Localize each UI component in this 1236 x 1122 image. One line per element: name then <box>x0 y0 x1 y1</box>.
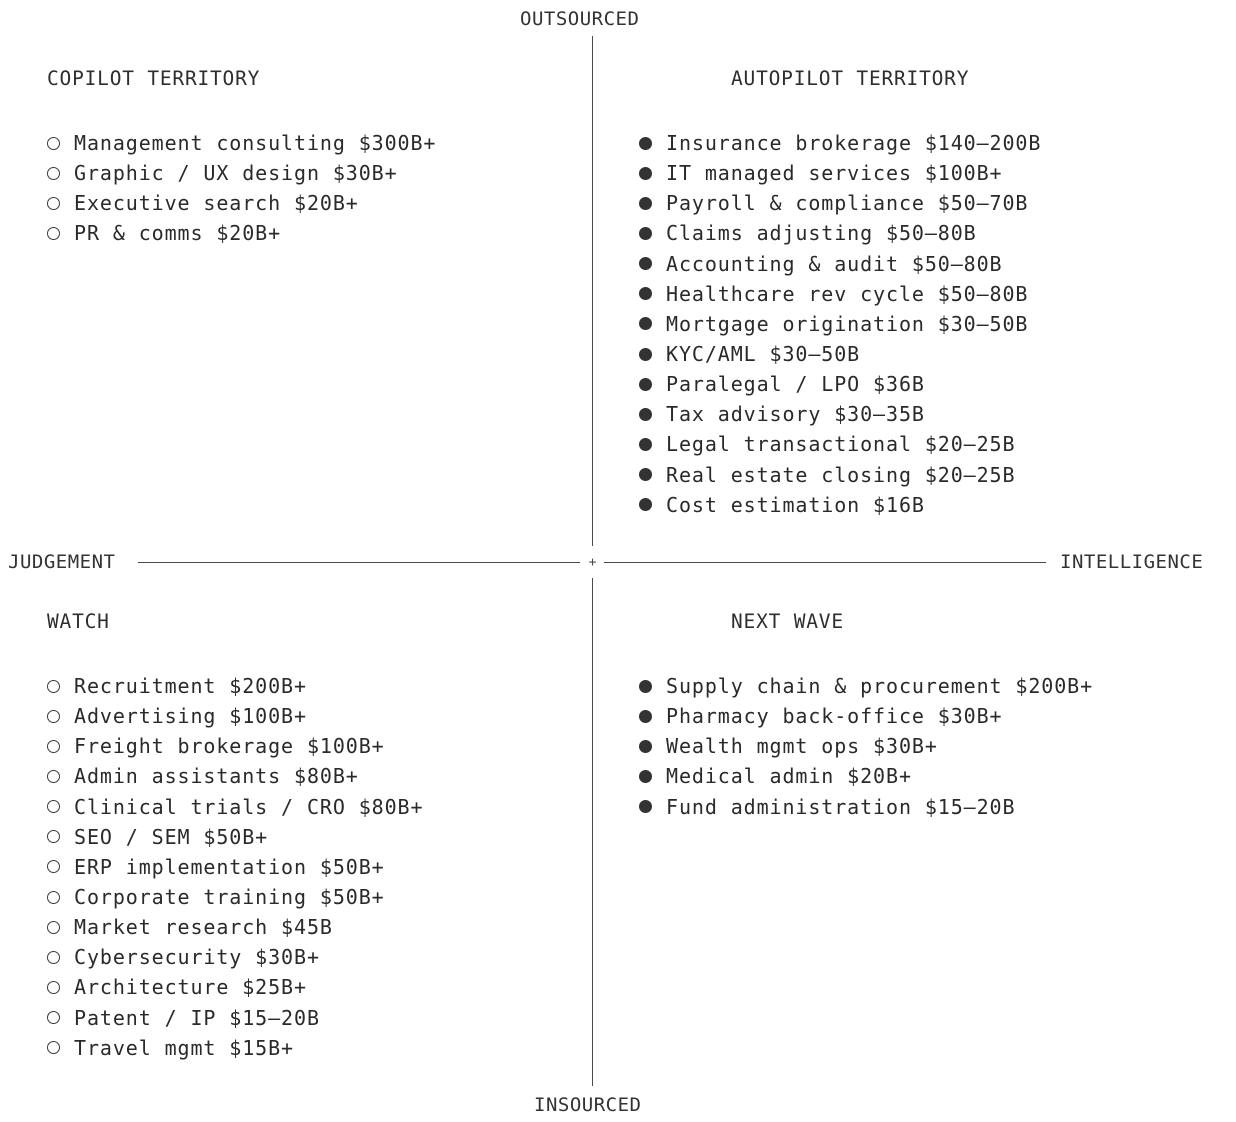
list-item <box>639 279 1041 309</box>
list-item <box>47 158 436 188</box>
filled-circle-icon <box>639 710 652 723</box>
list-item <box>47 731 423 761</box>
vertical-axis-top-line <box>592 36 593 546</box>
open-circle-icon <box>47 981 60 994</box>
list-item <box>639 339 1041 369</box>
open-circle-icon <box>47 680 60 693</box>
list-item-label: Advertising $100B+ <box>74 704 307 729</box>
list-item <box>639 490 1041 520</box>
list-item-label: IT managed services $100B+ <box>666 161 1003 186</box>
list-item <box>639 188 1041 218</box>
list-item <box>639 429 1041 459</box>
list-item <box>47 912 423 942</box>
list-item <box>47 128 436 158</box>
open-circle-icon <box>47 1011 60 1024</box>
list-item <box>639 399 1041 429</box>
axis-label-left: JUDGEMENT <box>8 551 116 573</box>
list-item <box>47 188 436 218</box>
list-item <box>47 1003 423 1033</box>
filled-circle-icon <box>639 317 652 330</box>
list-item-label: Fund administration $15–20B <box>666 794 1016 819</box>
filled-circle-icon <box>639 800 652 813</box>
list-item <box>639 218 1041 248</box>
open-circle-icon <box>47 830 60 843</box>
open-circle-icon <box>47 951 60 964</box>
quadrant-copilot-territory <box>47 68 436 249</box>
list-item-label: Legal transactional $20–25B <box>666 432 1016 457</box>
list-item <box>47 218 436 248</box>
list-item <box>639 309 1041 339</box>
list-item-label: Executive search $20B+ <box>74 191 359 216</box>
filled-circle-icon <box>639 468 652 481</box>
filled-circle-icon <box>639 137 652 150</box>
list-item-label: Recruitment $200B+ <box>74 674 307 699</box>
list-item-label: PR & comms $20B+ <box>74 221 282 246</box>
list-item-label: Paralegal / LPO $36B <box>666 372 925 397</box>
open-circle-icon <box>47 137 60 150</box>
list-item <box>639 701 1093 731</box>
filled-circle-icon <box>639 167 652 180</box>
open-circle-icon <box>47 227 60 240</box>
filled-circle-icon <box>639 348 652 361</box>
horizontal-axis-left-line <box>138 562 580 563</box>
filled-circle-icon <box>639 770 652 783</box>
quadrant-title: WATCH <box>47 610 110 633</box>
list-item <box>639 792 1093 822</box>
open-circle-icon <box>47 1041 60 1054</box>
list-item-label: Management consulting $300B+ <box>74 131 437 156</box>
list-item-label: Cybersecurity $30B+ <box>74 945 320 970</box>
quadrant-next-wave <box>639 611 1093 822</box>
open-circle-icon <box>47 197 60 210</box>
list-item-label: KYC/AML $30–50B <box>666 342 861 367</box>
open-circle-icon <box>47 800 60 813</box>
list-item <box>639 671 1093 701</box>
list-item-label: Claims adjusting $50–80B <box>666 221 977 246</box>
quadrant-title: NEXT WAVE <box>731 610 844 633</box>
open-circle-icon <box>47 167 60 180</box>
list-item-label: Tax advisory $30–35B <box>666 402 925 427</box>
open-circle-icon <box>47 710 60 723</box>
filled-circle-icon <box>639 197 652 210</box>
list-item-label: Architecture $25B+ <box>74 975 307 1000</box>
vertical-axis-bottom-line <box>592 578 593 1086</box>
list-item-label: Corporate training $50B+ <box>74 885 385 910</box>
quadrant-autopilot-territory <box>639 68 1041 520</box>
quadrant-watch <box>47 611 423 1063</box>
axis-center-mark: + <box>588 555 597 570</box>
open-circle-icon <box>47 740 60 753</box>
open-circle-icon <box>47 860 60 873</box>
item-list <box>639 671 1093 822</box>
list-item-label: Insurance brokerage $140–200B <box>666 131 1042 156</box>
axis-label-right: INTELLIGENCE <box>1060 551 1204 573</box>
list-item-label: Admin assistants $80B+ <box>74 764 359 789</box>
list-item-label: Mortgage origination $30–50B <box>666 311 1029 336</box>
quadrant-title: COPILOT TERRITORY <box>47 67 261 90</box>
axis-label-bottom: INSOURCED <box>534 1094 642 1116</box>
list-item <box>47 852 423 882</box>
list-item-label: Travel mgmt $15B+ <box>74 1035 294 1060</box>
list-item-label: Pharmacy back-office $30B+ <box>666 704 1003 729</box>
list-item-label: Real estate closing $20–25B <box>666 462 1016 487</box>
list-item-label: Clinical trials / CRO $80B+ <box>74 794 424 819</box>
item-list <box>47 128 436 249</box>
filled-circle-icon <box>639 227 652 240</box>
list-item-label: Healthcare rev cycle $50–80B <box>666 281 1029 306</box>
item-list <box>639 128 1041 520</box>
horizontal-axis-right-line <box>604 562 1046 563</box>
list-item-label: Medical admin $20B+ <box>666 764 912 789</box>
axis-label-top: OUTSOURCED <box>520 8 640 30</box>
filled-circle-icon <box>639 740 652 753</box>
list-item <box>639 249 1041 279</box>
list-item-label: Patent / IP $15–20B <box>74 1005 320 1030</box>
list-item <box>639 761 1093 791</box>
list-item <box>47 701 423 731</box>
list-item <box>47 882 423 912</box>
list-item <box>639 158 1041 188</box>
list-item <box>47 942 423 972</box>
filled-circle-icon <box>639 257 652 270</box>
list-item-label: Graphic / UX design $30B+ <box>74 161 398 186</box>
open-circle-icon <box>47 770 60 783</box>
list-item <box>639 128 1041 158</box>
item-list <box>47 671 423 1063</box>
list-item-label: ERP implementation $50B+ <box>74 854 385 879</box>
list-item <box>47 761 423 791</box>
filled-circle-icon <box>639 287 652 300</box>
list-item <box>47 671 423 701</box>
list-item-label: Payroll & compliance $50–70B <box>666 191 1029 216</box>
list-item-label: Cost estimation $16B <box>666 492 925 517</box>
list-item-label: Supply chain & procurement $200B+ <box>666 674 1094 699</box>
list-item <box>47 822 423 852</box>
quadrant-title: AUTOPILOT TERRITORY <box>731 67 970 90</box>
list-item <box>639 369 1041 399</box>
list-item-label: Wealth mgmt ops $30B+ <box>666 734 938 759</box>
list-item-label: SEO / SEM $50B+ <box>74 824 269 849</box>
open-circle-icon <box>47 891 60 904</box>
list-item <box>639 731 1093 761</box>
list-item <box>47 1033 423 1063</box>
filled-circle-icon <box>639 498 652 511</box>
filled-circle-icon <box>639 378 652 391</box>
filled-circle-icon <box>639 680 652 693</box>
list-item <box>47 792 423 822</box>
list-item-label: Accounting & audit $50–80B <box>666 251 1003 276</box>
list-item-label: Freight brokerage $100B+ <box>74 734 385 759</box>
list-item <box>639 460 1041 490</box>
list-item-label: Market research $45B <box>74 915 333 940</box>
open-circle-icon <box>47 921 60 934</box>
filled-circle-icon <box>639 438 652 451</box>
filled-circle-icon <box>639 408 652 421</box>
list-item <box>47 972 423 1002</box>
